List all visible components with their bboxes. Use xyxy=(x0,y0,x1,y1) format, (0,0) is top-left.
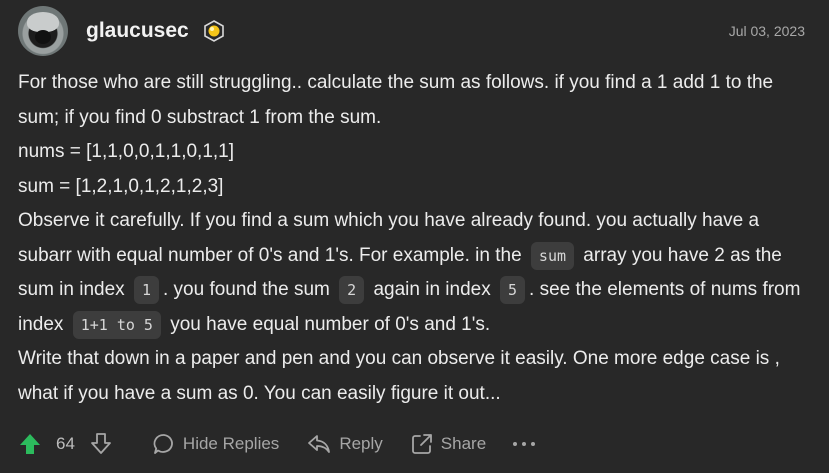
inline-code: sum xyxy=(531,242,574,270)
downvote-button[interactable] xyxy=(89,432,113,456)
hide-replies-label: Hide Replies xyxy=(182,434,280,453)
chat-bubble-icon xyxy=(153,433,175,455)
share-label: Share xyxy=(440,434,487,453)
inline-code: 1+1 to 5 xyxy=(73,311,161,339)
inline-code: 5 xyxy=(500,276,525,304)
comment-header xyxy=(18,4,805,58)
body-text: you have equal number of 0's and 1's. xyxy=(170,313,491,335)
inline-code: 1 xyxy=(134,276,159,304)
downvote-arrow-icon xyxy=(89,432,113,456)
body-text: Observe it carefully. If you find a sum which you have already found. you actually have a subarr with equal number of 0's and 1's. For example. in the xyxy=(18,210,760,266)
body-paragraph-4 xyxy=(18,204,813,342)
vote-count: 64 xyxy=(56,434,75,453)
body-line-3: sum = [1,2,1,0,1,2,1,2,3] xyxy=(18,175,224,197)
reply-arrow-icon xyxy=(307,433,331,455)
more-options-button[interactable] xyxy=(512,440,536,448)
upvote-button[interactable] xyxy=(18,432,42,456)
more-dots-icon xyxy=(512,440,536,448)
hide-replies-button[interactable] xyxy=(153,433,279,455)
share-button[interactable] xyxy=(411,433,486,455)
body-text: . see the elements of nums from index xyxy=(18,279,801,335)
inline-code: 2 xyxy=(339,276,364,304)
body-text: . you found the sum xyxy=(162,279,330,300)
reply-label: Reply xyxy=(339,434,383,453)
body-text: array you have 2 as the sum in index xyxy=(18,244,782,300)
avatar[interactable] xyxy=(18,6,68,56)
body-text: again in index xyxy=(373,279,491,300)
body-line-2: nums = [1,1,0,0,1,1,0,1,1] xyxy=(18,141,235,162)
badge-icon xyxy=(203,20,225,42)
body-line-1: For those who are still struggling.. calculate the sum as follows. if you find a 1 add 1 to the sum; if you find 0 substract 1 from the sum. xyxy=(18,72,774,128)
body-paragraph-5: Write that down in a paper and pen and you can observe it easily. One more edge case is , what if you have a sum as 0. You can easily figure it out... xyxy=(18,348,780,404)
upvote-arrow-icon xyxy=(18,432,42,456)
share-icon xyxy=(411,433,433,455)
comment-body xyxy=(18,66,813,411)
reply-button[interactable] xyxy=(307,433,382,455)
action-bar xyxy=(18,428,536,460)
comment-date: Jul 03, 2023 xyxy=(728,23,805,39)
username[interactable]: glaucusec xyxy=(86,19,189,42)
